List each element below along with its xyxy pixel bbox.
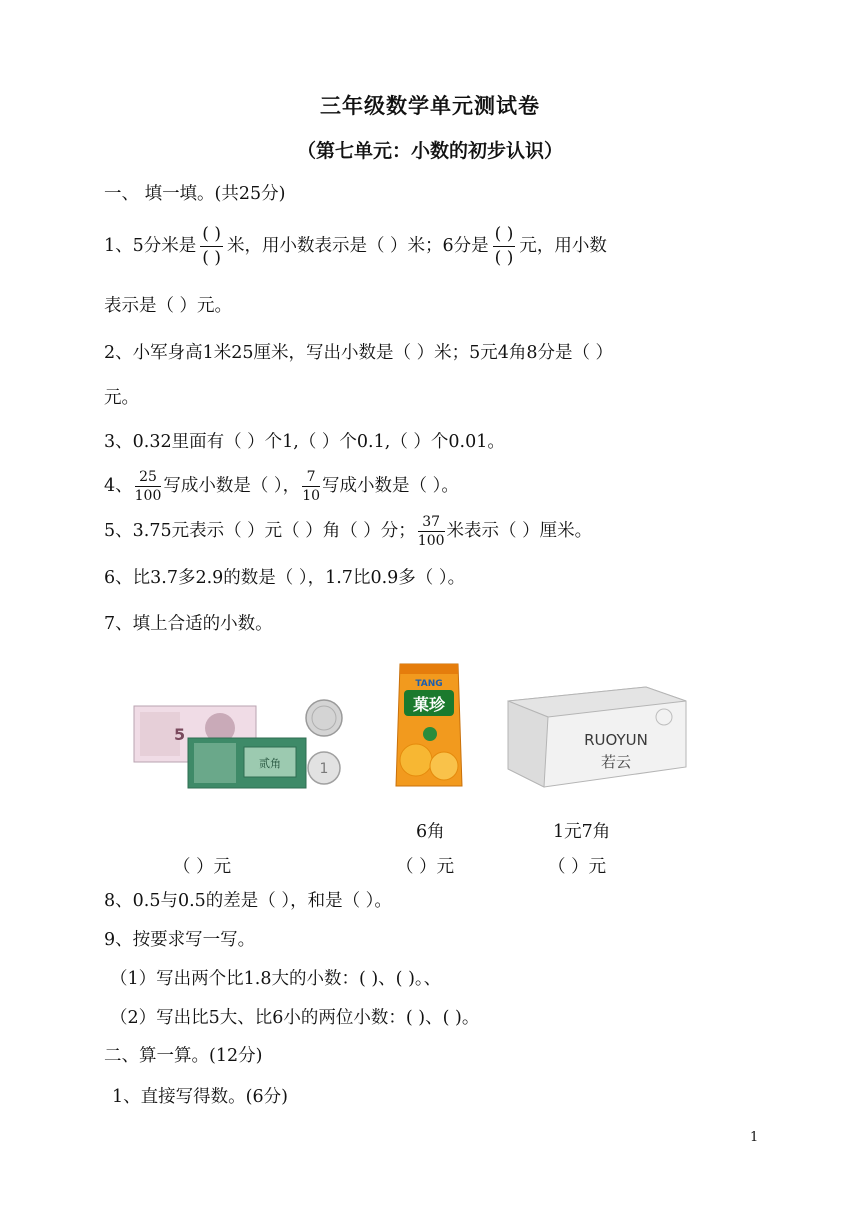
question-8: 8、0.5与0.5的差是（ ），和是（ ）。 [104, 891, 392, 911]
q5-fraction-numerator: 37 [418, 515, 445, 532]
question-9-part-2: （2）写出比5大、比6小的两位小数：( )、( )。 [110, 1008, 480, 1028]
tissue-box-image [504, 683, 690, 791]
tissue-box-illustration [504, 683, 690, 791]
juice-brand-name: 菓珍 [412, 695, 446, 714]
coin-value: 1 [319, 761, 329, 777]
q5-fraction [418, 515, 445, 548]
q4-fraction-1-numerator: 25 [135, 470, 162, 487]
q5-text-a: 5、3.75元表示（ ）元（ ）角（ ）分； [104, 521, 416, 541]
q1-fraction-1 [200, 226, 223, 267]
q1-fraction-2-numerator: ( ) [493, 226, 516, 247]
q1-fraction-2-denominator: ( ) [494, 248, 514, 268]
question-9-part-1: （1）写出两个比1.8大的小数：( )、( )。、 [110, 969, 442, 989]
money-image [132, 692, 344, 792]
q1-text-a: 1、5分米是 [104, 236, 197, 256]
orange-icon [400, 744, 432, 776]
money-illustration [132, 692, 344, 792]
q1-text-b: 米，用小数表示是（ ）米；6分是 [226, 236, 489, 256]
page-subtitle: （第七单元：小数的初步认识） [296, 140, 563, 162]
tissue-answer-blank: （ ）元 [548, 857, 607, 877]
question-4 [104, 470, 459, 503]
q1-fraction-1-denominator: ( ) [202, 248, 221, 268]
q5-fraction-denominator: 100 [417, 533, 445, 549]
tissue-brand-name: 若云 [600, 753, 632, 771]
figure-icon [423, 727, 437, 741]
q4-fraction-2-denominator: 10 [302, 488, 321, 504]
q4-fraction-2 [302, 470, 320, 503]
banknote-5-value: 5 [174, 725, 186, 744]
juice-packet-top [400, 664, 458, 674]
banknote-2-jiao-portrait [194, 743, 236, 783]
money-answer-blank: （ ）元 [173, 857, 232, 877]
tissue-brand-latin: RUOYUN [584, 731, 648, 749]
question-7: 7、填上合适的小数。 [104, 614, 273, 634]
juice-packet-illustration [392, 660, 466, 792]
question-5 [104, 515, 592, 548]
section2-heading: 二、算一算。(12分) [104, 1046, 263, 1066]
page-number: 1 [750, 1130, 759, 1145]
juice-answer-blank: （ ）元 [396, 857, 455, 877]
q5-text-b: 米表示（ ）厘米。 [446, 521, 593, 541]
question-1 [104, 226, 607, 267]
section2-part-1: 1、直接写得数。(6分) [112, 1087, 288, 1107]
juice-packet-image [392, 660, 466, 792]
question-6: 6、比3.7多2.9的数是（ ），1.7比0.9多（ ）。 [104, 568, 466, 588]
q1-fraction-1-numerator: ( ) [200, 226, 223, 247]
q4-text-c: 写成小数是（ ）。 [322, 476, 459, 496]
q4-text-a: 4、 [104, 476, 133, 496]
q1-fraction-2 [493, 226, 516, 267]
question-2-line-1: 2、小军身高1米25厘米，写出小数是（ ）米；5元4角8分是（ ） [104, 343, 614, 363]
q4-fraction-2-numerator: 7 [302, 470, 320, 487]
q4-fraction-1-denominator: 100 [134, 488, 162, 504]
q4-fraction-1 [135, 470, 162, 503]
juice-price: 6角 [416, 822, 445, 842]
juice-brand-latin: TANG [415, 679, 443, 689]
tissue-price: 1元7角 [553, 822, 611, 842]
section1-heading: 一、 填一填。(共25分) [104, 184, 286, 204]
q1-text-c: 元，用小数 [519, 236, 607, 256]
page-title: 三年级数学单元测试卷 [320, 93, 540, 118]
question-3: 3、0.32里面有（ ）个1,（ ）个0.1,（ ）个0.01。 [104, 432, 505, 452]
q4-text-b: 写成小数是（ ）， [163, 476, 301, 496]
orange-slice-icon [430, 752, 458, 780]
coin-1-jiao [306, 700, 342, 736]
banknote-2-jiao-value: 贰角 [259, 757, 281, 770]
question-9: 9、按要求写一写。 [104, 930, 256, 950]
question-2-line-2: 元。 [104, 388, 139, 408]
question-1-continued: 表示是（ ）元。 [104, 296, 233, 316]
